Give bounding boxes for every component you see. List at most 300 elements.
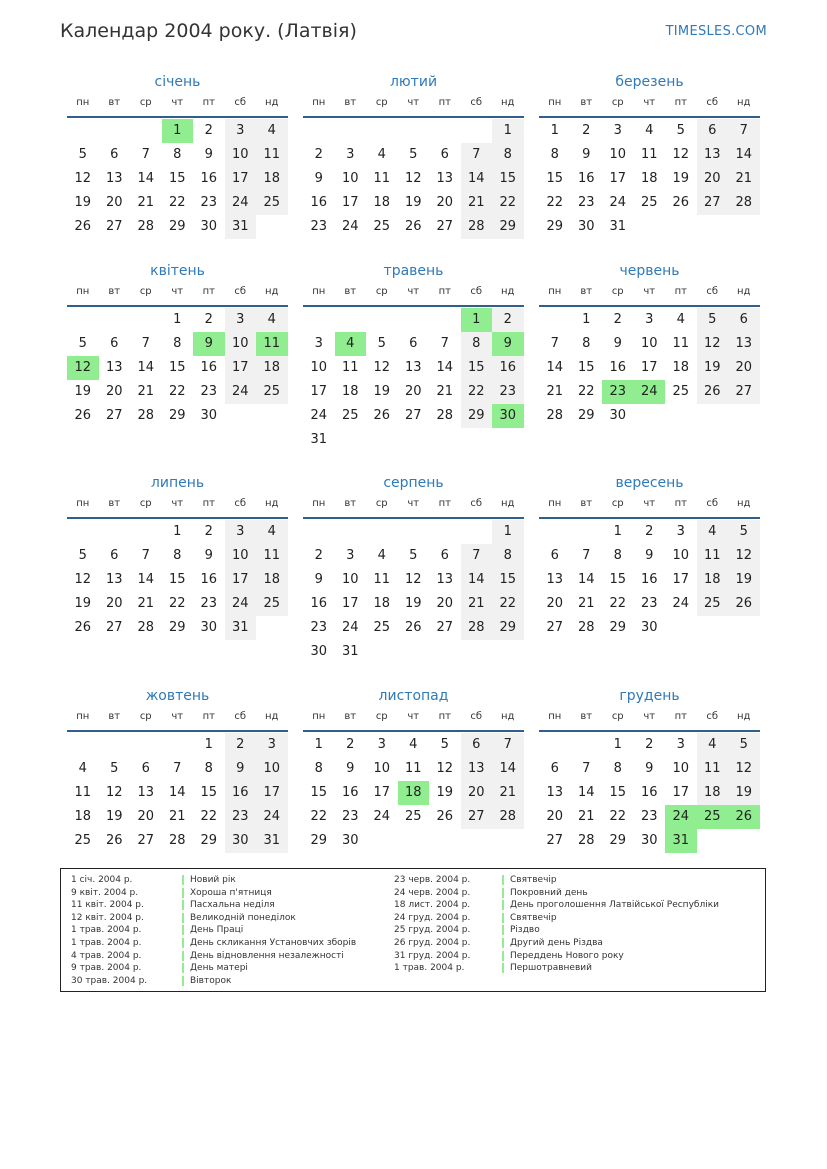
weekend-day: 12 xyxy=(728,757,760,781)
empty-cell xyxy=(429,119,461,143)
days-grid xyxy=(67,733,288,853)
day-cell: 20 xyxy=(404,384,422,399)
day-cell: 4 xyxy=(377,548,386,563)
weekday-label: пн xyxy=(312,498,326,509)
day-cell: 12 xyxy=(436,761,454,776)
empty-cell xyxy=(67,733,99,757)
legend-row xyxy=(71,899,391,912)
day-cell: 17 xyxy=(310,384,328,399)
day-cell: 14 xyxy=(436,360,454,375)
holiday-name: Хороша п'ятниця xyxy=(182,888,272,898)
days-grid xyxy=(539,308,760,428)
day-cell: 29 xyxy=(609,620,627,635)
weekend-day: 29 xyxy=(461,404,493,428)
day-cell: 17 xyxy=(640,360,658,375)
day-cell: 12 xyxy=(373,360,391,375)
month-name: вересень xyxy=(615,475,684,491)
weekday-label: сб xyxy=(234,498,247,509)
weekend-day: 12 xyxy=(728,544,760,568)
empty-cell xyxy=(461,520,493,544)
day-cell: 10 xyxy=(310,360,328,375)
weekday-label: пн xyxy=(76,286,90,297)
day-cell: 20 xyxy=(436,596,454,611)
weekday-label: пт xyxy=(202,711,215,722)
holiday-name: День відновлення незалежності xyxy=(182,951,344,961)
day-cell: 13 xyxy=(105,171,123,186)
day-cell: 2 xyxy=(582,123,591,138)
holiday-name: День Праці xyxy=(182,925,243,935)
day-cell: 21 xyxy=(577,596,595,611)
day-cell: 29 xyxy=(168,219,186,234)
weekday-label: пн xyxy=(548,286,562,297)
day-cell: 26 xyxy=(74,408,92,423)
holiday-name: Пасхальна неділя xyxy=(182,900,275,910)
weekday-label: вт xyxy=(344,286,357,297)
day-cell: 21 xyxy=(137,195,155,210)
holiday-day: 31 xyxy=(665,829,697,853)
month-calendar xyxy=(303,472,524,664)
weekday-label: сб xyxy=(234,286,247,297)
day-cell: 23 xyxy=(577,195,595,210)
weekend-day: 15 xyxy=(492,568,524,592)
day-cell: 6 xyxy=(440,548,449,563)
weekend-day: 16 xyxy=(492,356,524,380)
weekend-day: 31 xyxy=(256,829,288,853)
weekend-day: 17 xyxy=(225,167,257,191)
weekday-label: ср xyxy=(611,711,624,722)
day-cell: 14 xyxy=(546,360,564,375)
day-cell: 1 xyxy=(173,524,182,539)
weekday-label: нд xyxy=(737,286,751,297)
site-link[interactable]: TIMESLES.COM xyxy=(665,24,767,39)
day-cell: 21 xyxy=(577,809,595,824)
day-cell: 2 xyxy=(314,548,323,563)
weekday-label: пт xyxy=(438,97,451,108)
holiday-legend xyxy=(60,868,766,992)
weekday-label: ср xyxy=(139,286,152,297)
days-grid xyxy=(303,520,524,664)
day-cell: 6 xyxy=(110,336,119,351)
day-cell: 25 xyxy=(373,620,391,635)
weekend-day: 27 xyxy=(461,805,493,829)
empty-cell xyxy=(67,520,99,544)
weekend-day: 12 xyxy=(697,332,729,356)
day-cell: 8 xyxy=(613,548,622,563)
holiday-day: 18 xyxy=(398,781,430,805)
weekend-day: 5 xyxy=(728,520,760,544)
month-name: грудень xyxy=(619,688,680,704)
weekend-day: 28 xyxy=(728,191,760,215)
weekend-day: 14 xyxy=(461,568,493,592)
weekend-day: 28 xyxy=(461,215,493,239)
weekend-day: 26 xyxy=(697,380,729,404)
weekday-label: ср xyxy=(375,498,388,509)
weekend-day: 23 xyxy=(492,380,524,404)
holiday-name: Першотравневий xyxy=(502,963,592,973)
day-cell: 18 xyxy=(373,195,391,210)
holiday-name: Святвечір xyxy=(502,875,557,885)
empty-cell xyxy=(539,520,571,544)
day-cell: 18 xyxy=(341,384,359,399)
holiday-day: 9 xyxy=(193,332,225,356)
day-cell: 9 xyxy=(613,336,622,351)
day-cell: 9 xyxy=(645,761,654,776)
day-cell: 30 xyxy=(640,833,658,848)
day-cell: 9 xyxy=(645,548,654,563)
day-cell: 23 xyxy=(640,809,658,824)
weekend-day: 17 xyxy=(225,356,257,380)
weekday-label: чт xyxy=(407,711,420,722)
day-cell: 30 xyxy=(310,644,328,659)
weekday-label: ср xyxy=(375,711,388,722)
weekday-label: чт xyxy=(643,286,656,297)
weekend-day: 24 xyxy=(225,380,257,404)
day-cell: 3 xyxy=(676,737,685,752)
day-cell: 16 xyxy=(200,360,218,375)
weekend-day: 10 xyxy=(225,332,257,356)
day-cell: 11 xyxy=(373,572,391,587)
day-cell: 28 xyxy=(436,408,454,423)
weekend-day: 7 xyxy=(728,119,760,143)
day-cell: 27 xyxy=(436,620,454,635)
weekend-day: 11 xyxy=(697,757,729,781)
day-cell: 17 xyxy=(609,171,627,186)
weekend-day: 15 xyxy=(492,167,524,191)
holiday-name: Різдво xyxy=(502,925,540,935)
weekend-day: 21 xyxy=(461,592,493,616)
empty-cell xyxy=(335,520,367,544)
day-cell: 4 xyxy=(676,312,685,327)
day-cell: 25 xyxy=(373,219,391,234)
month-name: січень xyxy=(154,74,201,90)
day-cell: 24 xyxy=(373,809,391,824)
weekday-label: пт xyxy=(674,286,687,297)
weekday-header xyxy=(303,707,524,732)
weekday-header xyxy=(303,494,524,519)
day-cell: 11 xyxy=(373,171,391,186)
legend-row xyxy=(71,874,391,887)
weekday-label: пн xyxy=(548,498,562,509)
empty-cell xyxy=(366,308,398,332)
holiday-date: 9 трав. 2004 р. xyxy=(71,963,142,974)
day-cell: 23 xyxy=(640,596,658,611)
holiday-name: День скликання Установчих зборів xyxy=(182,938,356,948)
weekday-label: сб xyxy=(706,711,719,722)
weekday-label: чт xyxy=(643,498,656,509)
weekday-label: чт xyxy=(407,498,420,509)
weekday-header xyxy=(303,282,524,307)
day-cell: 22 xyxy=(609,596,627,611)
weekday-label: нд xyxy=(265,286,279,297)
weekend-day: 4 xyxy=(697,733,729,757)
month-name: квітень xyxy=(150,263,205,279)
weekday-label: вт xyxy=(580,711,593,722)
weekday-label: сб xyxy=(470,286,483,297)
day-cell: 17 xyxy=(341,195,359,210)
empty-cell xyxy=(571,733,603,757)
day-cell: 6 xyxy=(110,147,119,162)
weekend-day: 27 xyxy=(697,191,729,215)
day-cell: 3 xyxy=(613,123,622,138)
day-cell: 18 xyxy=(373,596,391,611)
weekend-day: 20 xyxy=(461,781,493,805)
day-cell: 28 xyxy=(546,408,564,423)
weekday-label: сб xyxy=(470,498,483,509)
legend-row xyxy=(394,887,764,900)
weekday-label: ср xyxy=(139,97,152,108)
day-cell: 21 xyxy=(137,596,155,611)
holiday-day: 1 xyxy=(461,308,493,332)
day-cell: 17 xyxy=(672,785,690,800)
empty-cell xyxy=(335,308,367,332)
day-cell: 19 xyxy=(74,384,92,399)
day-cell: 3 xyxy=(346,548,355,563)
weekday-label: вт xyxy=(580,97,593,108)
day-cell: 11 xyxy=(672,336,690,351)
weekend-day: 11 xyxy=(256,143,288,167)
weekday-label: пт xyxy=(438,711,451,722)
weekday-label: пн xyxy=(76,711,90,722)
holiday-name: Великодній понеділок xyxy=(182,913,296,923)
weekend-day: 18 xyxy=(697,781,729,805)
holiday-day: 1 xyxy=(162,119,194,143)
empty-cell xyxy=(303,308,335,332)
day-cell: 16 xyxy=(609,360,627,375)
day-cell: 24 xyxy=(672,596,690,611)
day-cell: 4 xyxy=(377,147,386,162)
weekday-label: пн xyxy=(548,711,562,722)
day-cell: 23 xyxy=(341,809,359,824)
days-grid xyxy=(539,520,760,640)
weekday-header xyxy=(303,93,524,118)
weekday-label: чт xyxy=(643,711,656,722)
days-grid xyxy=(303,308,524,452)
day-cell: 8 xyxy=(550,147,559,162)
weekday-label: чт xyxy=(171,97,184,108)
day-cell: 18 xyxy=(672,360,690,375)
weekday-label: пт xyxy=(438,498,451,509)
day-cell: 5 xyxy=(676,123,685,138)
day-cell: 15 xyxy=(200,785,218,800)
day-cell: 26 xyxy=(74,620,92,635)
day-cell: 16 xyxy=(640,572,658,587)
weekend-day: 11 xyxy=(256,544,288,568)
month-calendar xyxy=(303,685,524,853)
day-cell: 14 xyxy=(168,785,186,800)
empty-cell xyxy=(130,119,162,143)
holiday-date: 18 лист. 2004 р. xyxy=(394,900,471,911)
days-grid xyxy=(539,119,760,239)
day-cell: 7 xyxy=(141,548,150,563)
day-cell: 2 xyxy=(204,524,213,539)
day-cell: 18 xyxy=(74,809,92,824)
day-cell: 20 xyxy=(436,195,454,210)
month-calendar xyxy=(67,472,288,640)
day-cell: 7 xyxy=(550,336,559,351)
holiday-date: 12 квіт. 2004 р. xyxy=(71,912,144,923)
weekend-day: 23 xyxy=(225,805,257,829)
weekday-label: пн xyxy=(76,97,90,108)
day-cell: 10 xyxy=(672,548,690,563)
weekend-day: 13 xyxy=(697,143,729,167)
day-cell: 7 xyxy=(173,761,182,776)
weekday-label: пн xyxy=(312,711,326,722)
day-cell: 11 xyxy=(404,761,422,776)
day-cell: 1 xyxy=(582,312,591,327)
weekend-day: 22 xyxy=(492,592,524,616)
day-cell: 5 xyxy=(409,147,418,162)
days-grid xyxy=(539,733,760,853)
day-cell: 12 xyxy=(404,572,422,587)
legend-row xyxy=(394,962,764,975)
day-cell: 6 xyxy=(440,147,449,162)
holiday-date: 1 січ. 2004 р. xyxy=(71,875,133,885)
day-cell: 20 xyxy=(105,596,123,611)
day-cell: 15 xyxy=(609,785,627,800)
holiday-day: 26 xyxy=(728,805,760,829)
empty-cell xyxy=(366,520,398,544)
empty-cell xyxy=(398,520,430,544)
weekday-header xyxy=(67,282,288,307)
weekday-label: сб xyxy=(470,97,483,108)
day-cell: 21 xyxy=(546,384,564,399)
day-cell: 29 xyxy=(546,219,564,234)
page-title: Календар 2004 року. (Латвія) xyxy=(60,20,357,42)
weekday-label: нд xyxy=(265,97,279,108)
empty-cell xyxy=(335,119,367,143)
holiday-date: 24 груд. 2004 р. xyxy=(394,912,471,923)
empty-cell xyxy=(461,119,493,143)
day-cell: 12 xyxy=(74,572,92,587)
legend-row xyxy=(71,924,391,937)
day-cell: 31 xyxy=(341,644,359,659)
weekend-day: 19 xyxy=(697,356,729,380)
day-cell: 21 xyxy=(168,809,186,824)
day-cell: 13 xyxy=(404,360,422,375)
day-cell: 10 xyxy=(672,761,690,776)
month-name: серпень xyxy=(383,475,444,491)
day-cell: 17 xyxy=(341,596,359,611)
day-cell: 27 xyxy=(105,620,123,635)
weekday-label: ср xyxy=(375,286,388,297)
day-cell: 23 xyxy=(200,195,218,210)
empty-cell xyxy=(130,520,162,544)
weekend-day: 18 xyxy=(256,356,288,380)
day-cell: 6 xyxy=(550,761,559,776)
day-cell: 30 xyxy=(609,408,627,423)
weekday-label: пт xyxy=(674,498,687,509)
weekday-header xyxy=(539,707,760,732)
day-cell: 17 xyxy=(373,785,391,800)
weekend-day: 3 xyxy=(225,308,257,332)
day-cell: 24 xyxy=(341,620,359,635)
day-cell: 22 xyxy=(310,809,328,824)
day-cell: 16 xyxy=(200,171,218,186)
day-cell: 11 xyxy=(74,785,92,800)
day-cell: 8 xyxy=(173,336,182,351)
day-cell: 6 xyxy=(550,548,559,563)
day-cell: 15 xyxy=(609,572,627,587)
day-cell: 2 xyxy=(204,123,213,138)
day-cell: 30 xyxy=(200,620,218,635)
day-cell: 10 xyxy=(609,147,627,162)
weekend-day: 24 xyxy=(225,191,257,215)
weekday-label: ср xyxy=(139,711,152,722)
day-cell: 27 xyxy=(546,833,564,848)
day-cell: 23 xyxy=(200,596,218,611)
month-name: жовтень xyxy=(145,688,210,704)
days-grid xyxy=(303,733,524,853)
weekend-day: 4 xyxy=(256,520,288,544)
weekday-label: пт xyxy=(674,711,687,722)
day-cell: 29 xyxy=(310,833,328,848)
weekend-day: 24 xyxy=(256,805,288,829)
weekend-day: 6 xyxy=(697,119,729,143)
empty-cell xyxy=(99,119,131,143)
weekday-label: ср xyxy=(611,97,624,108)
day-cell: 2 xyxy=(204,312,213,327)
day-cell: 27 xyxy=(404,408,422,423)
legend-row xyxy=(394,874,764,887)
day-cell: 25 xyxy=(341,408,359,423)
month-calendar xyxy=(303,71,524,239)
weekday-label: вт xyxy=(580,498,593,509)
weekday-label: чт xyxy=(171,498,184,509)
day-cell: 25 xyxy=(672,384,690,399)
day-cell: 24 xyxy=(609,195,627,210)
weekend-day: 19 xyxy=(728,568,760,592)
month-calendar xyxy=(67,260,288,428)
day-cell: 1 xyxy=(204,737,213,752)
day-cell: 24 xyxy=(310,408,328,423)
day-cell: 26 xyxy=(404,219,422,234)
day-cell: 26 xyxy=(672,195,690,210)
weekday-label: сб xyxy=(234,97,247,108)
month-calendar xyxy=(539,71,760,239)
day-cell: 28 xyxy=(137,408,155,423)
legend-row xyxy=(394,937,764,950)
weekend-day: 3 xyxy=(256,733,288,757)
day-cell: 25 xyxy=(640,195,658,210)
holiday-date: 4 трав. 2004 р. xyxy=(71,950,142,961)
weekend-day: 18 xyxy=(256,568,288,592)
holiday-name: День матері xyxy=(182,963,248,973)
day-cell: 22 xyxy=(168,384,186,399)
day-cell: 22 xyxy=(200,809,218,824)
weekday-label: вт xyxy=(108,97,121,108)
empty-cell xyxy=(67,119,99,143)
day-cell: 16 xyxy=(310,195,328,210)
day-cell: 8 xyxy=(314,761,323,776)
month-name: березень xyxy=(615,74,684,90)
day-cell: 12 xyxy=(105,785,123,800)
holiday-day: 24 xyxy=(634,380,666,404)
empty-cell xyxy=(398,119,430,143)
day-cell: 8 xyxy=(613,761,622,776)
day-cell: 14 xyxy=(137,360,155,375)
day-cell: 2 xyxy=(346,737,355,752)
weekday-label: пн xyxy=(312,286,326,297)
day-cell: 8 xyxy=(204,761,213,776)
empty-cell xyxy=(99,733,131,757)
day-cell: 22 xyxy=(577,384,595,399)
day-cell: 6 xyxy=(110,548,119,563)
legend-column-1 xyxy=(71,874,391,987)
holiday-name: Другий день Різдва xyxy=(502,938,603,948)
weekend-day: 29 xyxy=(492,215,524,239)
weekend-day: 8 xyxy=(461,332,493,356)
weekend-day: 4 xyxy=(697,520,729,544)
